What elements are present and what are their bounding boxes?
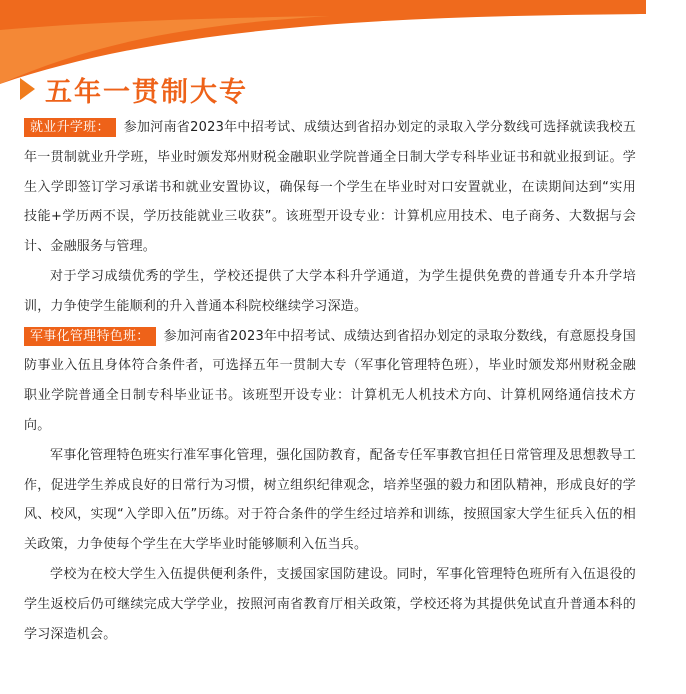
paragraph-text: 参加河南省2023年中招考试、成绩达到省招办划定的录取分数线，有意愿投身国防事业入伍且身体符合条件者，可选择五年一贯制大专（军事化管理特色班），毕业时颁发郑州财税金融职业学院普通全日制专科毕业证书。该班型开设专业：计算机无人机技术方向、计算机网络通信技术方向。 bbox=[24, 328, 636, 433]
label-employment-class: 就业升学班： bbox=[24, 118, 116, 137]
paragraph-text: 参加河南省2023年中招考试、成绩达到省招办划定的录取入学分数线可选择就读我校五年一贯制就业升学班，毕业时颁发郑州财税金融职业学院普通全日制大学专科毕业证书和就业报到证。学生入学即签订学习承诺书和就业安置协议，确保每一个学生在毕业时对口安置就业，在读期间达到“实用技能+学历两不误，学历技能就业三收获”。该班型开设专业：计算机应用技术、电子商务、大数据与会计、金融服务与管理。 bbox=[24, 120, 636, 255]
section-title-text: 五年一贯制大专 bbox=[45, 76, 248, 108]
title-arrow-icon bbox=[20, 78, 35, 100]
paragraph-military-class bbox=[24, 322, 636, 441]
paragraph-military-management: 军事化管理特色班实行准军事化管理，强化国防教育，配备专任军事教官担任日常管理及思想教导工作，促进学生养成良好的日常行为习惯，树立组织纪律观念，培养坚强的毅力和团队精神，形成良好的学风、校风，实现“入学即入伍”历练。对于符合条件的学生经过培养和训练，按照国家大学生征兵入伍的相关政策，力争使每个学生在大学毕业时能够顺利入伍当兵。 bbox=[24, 447, 636, 553]
article-body bbox=[24, 113, 636, 649]
label-military-class: 军事化管理特色班： bbox=[24, 327, 156, 346]
paragraph-enlistment-support: 学校为在校大学生入伍提供便利条件，支援国家国防建设。同时，军事化管理特色班所有入伍退役的学生返校后仍可继续完成大学学业，按照河南省教育厅相关政策，学校还将为其提供免试直升普通本科的学习深造机会。 bbox=[24, 566, 636, 642]
paragraph-employment-class bbox=[24, 113, 636, 262]
paragraph-undergrad-pathway: 对于学习成绩优秀的学生，学校还提供了大学本科升学通道，为学生提供免费的普通专升本升学培训，力争使学生能顺利的升入普通本科院校继续学习深造。 bbox=[24, 268, 636, 314]
section-title bbox=[20, 67, 248, 111]
